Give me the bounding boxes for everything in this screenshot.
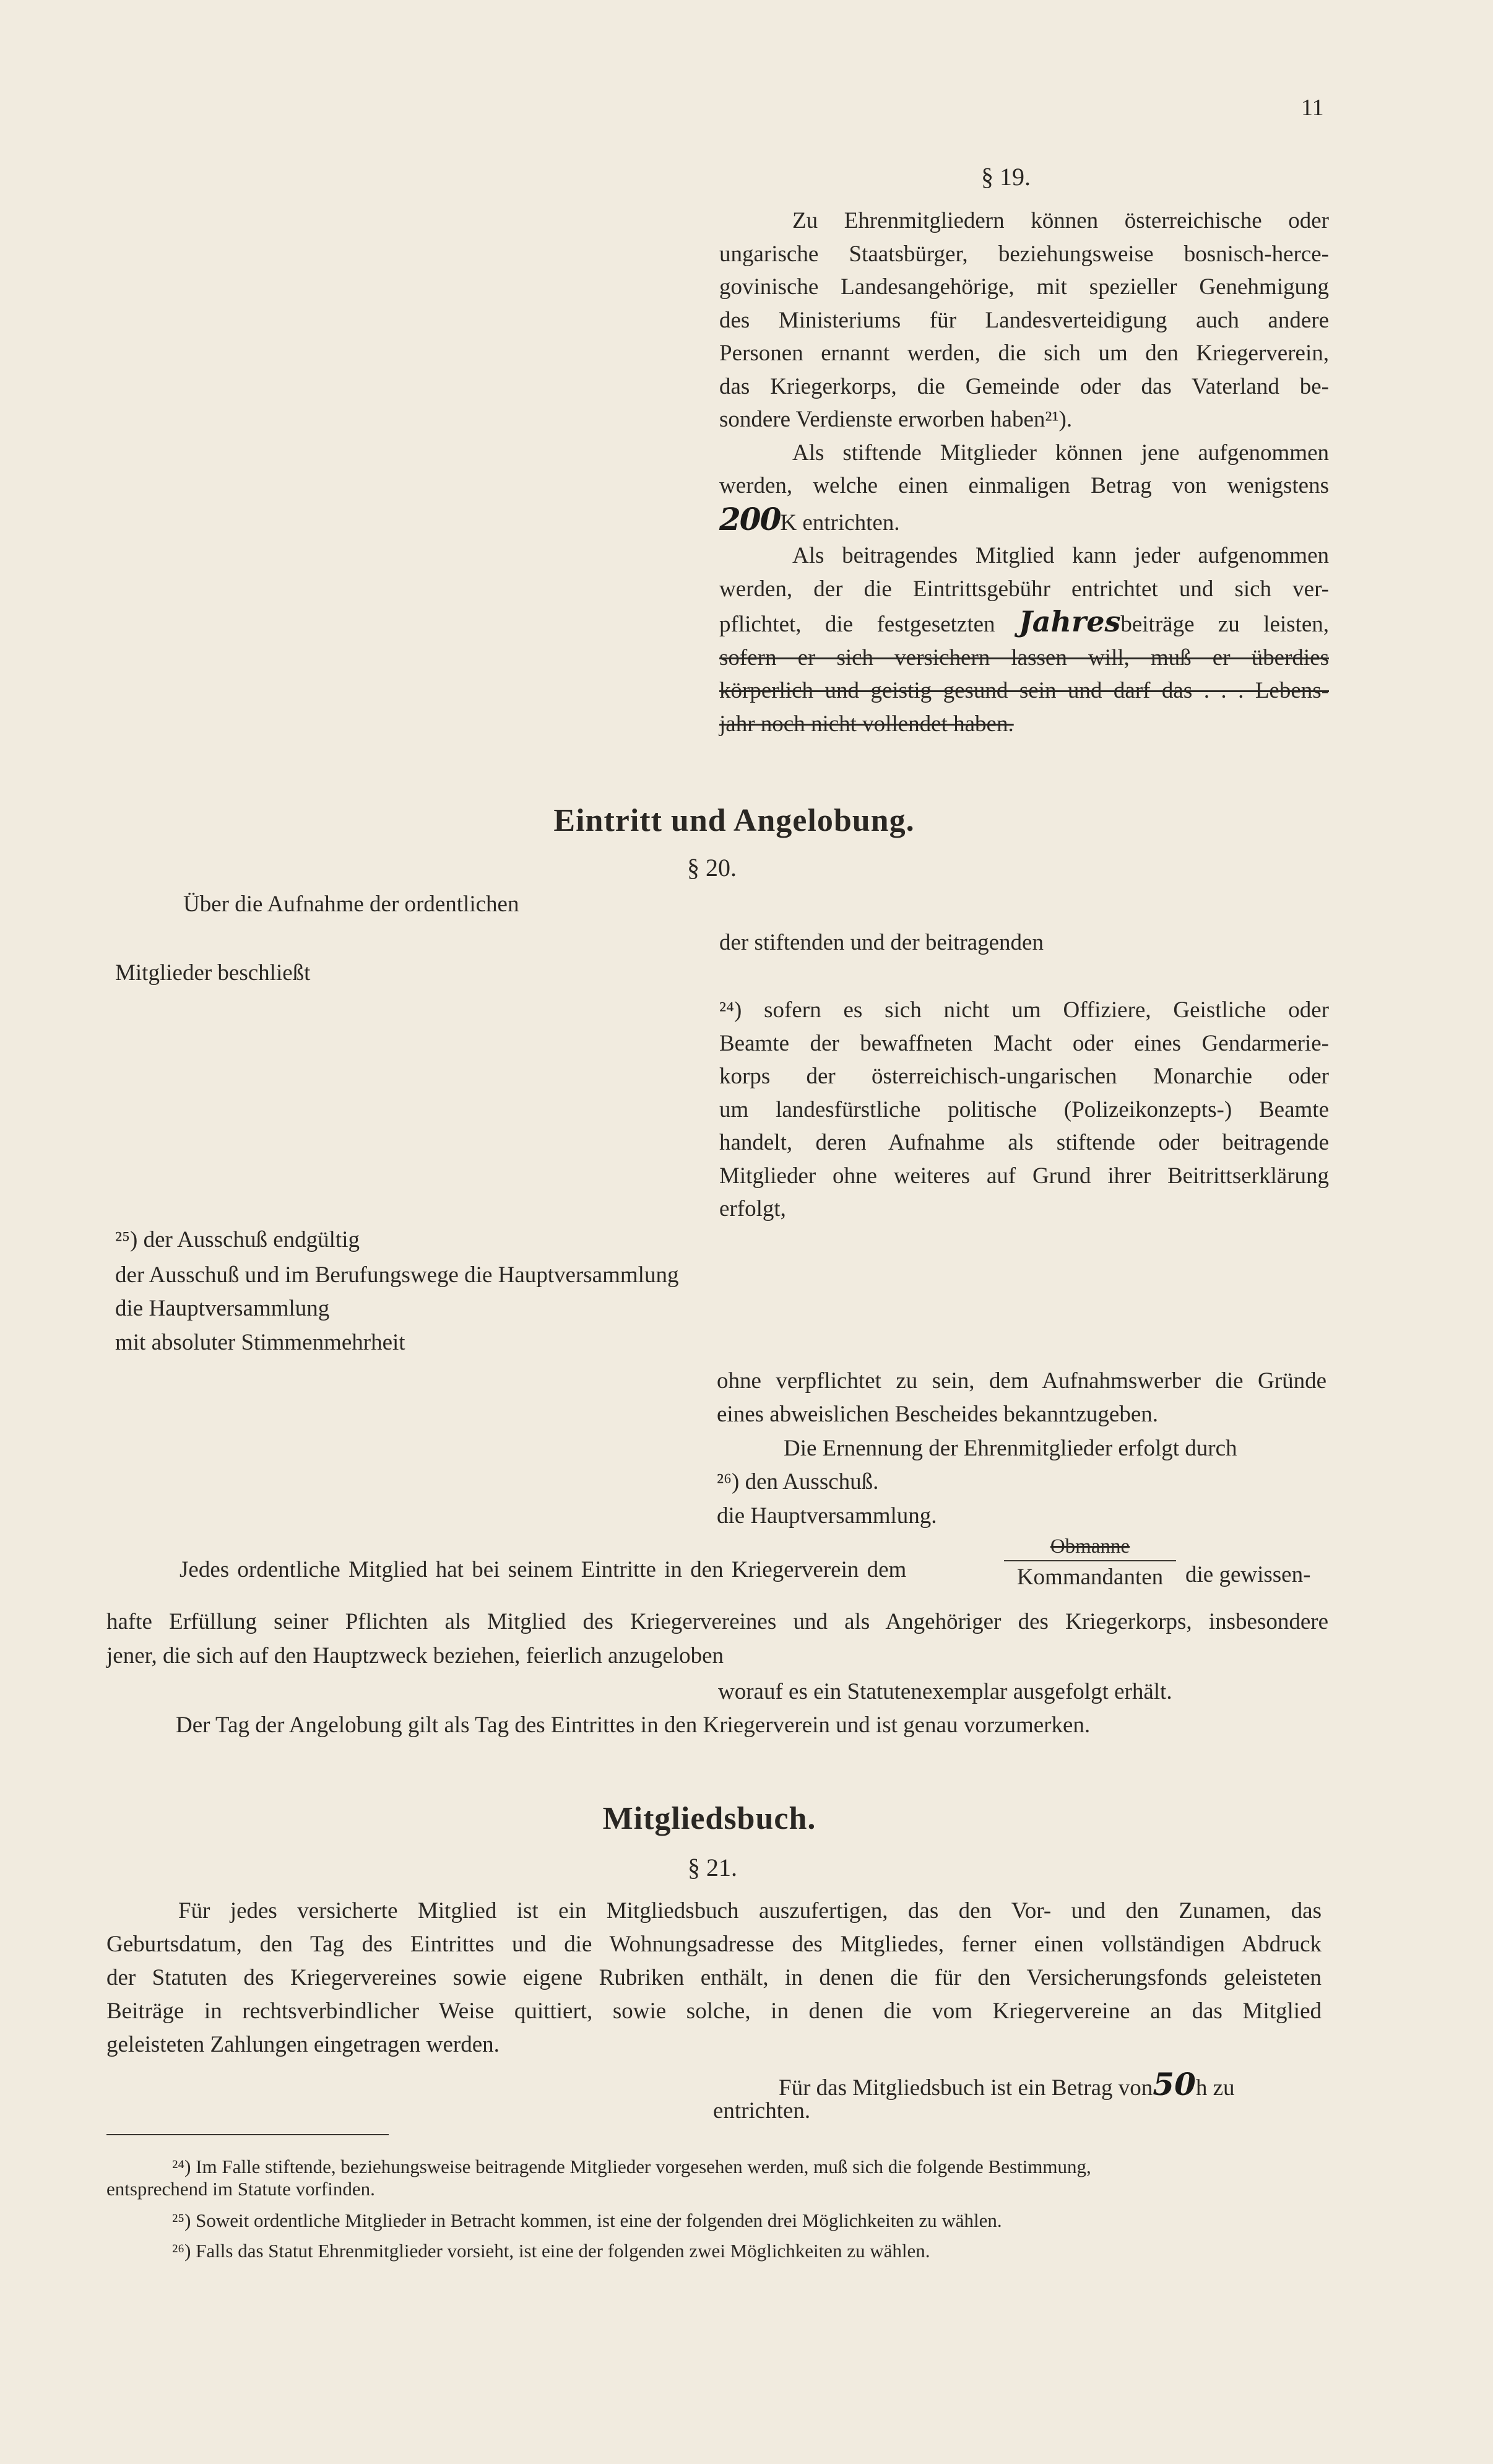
footnote-25: ²⁵) Soweit ordentliche Mitglieder in Betracht kommen, ist eine der folgenden drei Möglichkeiten zu wählen. xyxy=(172,2210,1002,2231)
s21-paragraph xyxy=(106,1894,1322,2062)
struck-text-line: jahr noch nicht vollendet haben. xyxy=(719,711,1014,737)
s19-paragraph-honorary xyxy=(719,204,1329,740)
text-line: um landesfürstliche politische (Polizeikonzepts-) Beamte xyxy=(719,1096,1329,1122)
text-line: das Kriegerkorps, die Gemeinde oder das Vaterland be- xyxy=(719,373,1329,399)
s20-oath-text: Der Tag der Angelobung gilt als Tag des Eintrittes in den Kriegerverein und ist genau vorzumerken. xyxy=(176,1712,1091,1738)
s20-after-text xyxy=(717,1364,1326,1431)
footnote-25-option: ²⁵) der Ausschuß endgültig xyxy=(115,1227,360,1252)
text-line: Für jedes versicherte Mitglied ist ein Mitgliedsbuch auszufertigen, das den Vor- und den Zunamen, das xyxy=(178,1898,1322,1924)
text-line: ungarische Staatsbürger, beziehungsweise bosnisch-herce- xyxy=(719,241,1329,267)
fraction-option: Kommandanten xyxy=(1016,1564,1164,1590)
s20-admission-text: Mitglieder beschließt xyxy=(115,960,311,986)
footnote-26: ²⁶) Falls das Statut Ehrenmitglieder vorsieht, ist eine der folgenden zwei Möglichkeiten zu wählen. xyxy=(172,2240,930,2262)
struck-text-line: sofern er sich versichern lassen will, muß er überdies xyxy=(719,644,1329,670)
s20-oath-text: worauf es ein Statutenexemplar ausgefolgt erhält. xyxy=(718,1679,1172,1704)
text-line: ²⁴) sofern es sich nicht um Offiziere, Geistliche oder xyxy=(719,997,1329,1023)
footnote-25-option: mit absoluter Stimmenmehrheit xyxy=(115,1330,405,1355)
text-line: eines abweislichen Bescheides bekanntzugeben. xyxy=(717,1401,1159,1427)
text-line: Als beitragendes Mitglied kann jeder aufgenommen xyxy=(792,543,1329,568)
text-line: 200K entrichten. xyxy=(719,500,900,537)
footnote-25-option: der Ausschuß und im Berufungswege die Hauptversammlung xyxy=(115,1262,679,1288)
handwritten-amount: 50 xyxy=(1153,2066,1196,2102)
footnote-25-option: die Hauptversammlung xyxy=(115,1296,330,1321)
page-number: 11 xyxy=(1301,95,1324,121)
text-line: jener, die sich auf den Hauptzweck beziehen, feierlich anzugeloben xyxy=(106,1643,724,1668)
text-line: Personen ernannt werden, die sich um den Kriegerverein, xyxy=(719,341,1329,366)
text-line: govinische Landesangehörige, mit spezieller Genehmigung xyxy=(719,274,1329,300)
footnote-divider xyxy=(106,2134,389,2135)
s20-admission-option: der stiftenden und der beitragenden xyxy=(719,930,1044,955)
text-line: pflichtet, die festgesetzten Jahresbeiträge zu leisten, xyxy=(719,605,1330,638)
footnote-24: ²⁴) Im Falle stiftende, beziehungsweise beitragende Mitglieder vorgesehen werden, muß sich die folgende Bestimmung, xyxy=(172,2156,1091,2177)
text-line: der Statuten des Kriegervereines sowie eigene Rubriken enthält, in denen die für den Versicherungsfonds geleisteten xyxy=(106,1965,1322,1990)
section-19-number: § 19. xyxy=(981,163,1031,191)
s21-fee-text: Für das Mitgliedsbuch ist ein Betrag von50h zu xyxy=(779,2066,1235,2102)
footnote-26-option: ²⁶) den Ausschuß. xyxy=(717,1469,879,1494)
text-line: ohne verpflichtet zu sein, dem Aufnahmswerber die Gründe xyxy=(717,1368,1326,1394)
text-line: Mitglieder ohne weiteres auf Grund ihrer Beitrittserklärung xyxy=(719,1163,1329,1189)
text-line: sondere Verdienste erworben haben²¹). xyxy=(719,407,1073,432)
handwritten-word: Jahres xyxy=(1018,605,1121,638)
footnote-26-option: die Hauptversammlung. xyxy=(717,1503,937,1529)
s21-fee-text: entrichten. xyxy=(713,2098,811,2123)
text-line: werden, der die Eintrittsgebühr entrichtet und sich ver- xyxy=(719,576,1329,602)
text-line: korps der österreichisch-ungarischen Monarchie oder xyxy=(719,1064,1329,1089)
text-line: werden, welche einen einmaligen Betrag von wenigstens xyxy=(719,473,1329,498)
text-line: Geburtsdatum, den Tag des Eintrittes und die Wohnungsadresse des Mitgliedes, ferner einen vollständigen Abdruck xyxy=(106,1932,1322,1957)
section-21-number: § 21. xyxy=(688,1854,737,1881)
s20-oath-text: die gewissen- xyxy=(1185,1562,1311,1587)
text-line: des Ministeriums für Landesverteidigung auch andere xyxy=(719,307,1329,333)
heading-mitgliedsbuch: Mitgliedsbuch. xyxy=(602,1801,816,1836)
text-line: Zu Ehrenmitgliedern können österreichische oder xyxy=(792,208,1329,233)
heading-eintritt-angelobung: Eintritt und Angelobung. xyxy=(553,803,915,838)
text-line: Beiträge in rechtsverbindlicher Weise quittiert, sowie solche, in denen die vom Kriegervereine an das Mitglied xyxy=(106,1998,1322,2024)
oath-choice-fraction xyxy=(1004,1534,1176,1591)
text-line: hafte Erfüllung seiner Pflichten als Mitglied des Kriegervereines und als Angehöriger des Kriegerkorps, insbesondere xyxy=(106,1609,1328,1634)
text-line: handelt, deren Aufnahme als stiftende oder beitragende xyxy=(719,1130,1329,1155)
struck-text-line: körperlich und geistig gesund sein und darf das . . . Lebens- xyxy=(719,678,1329,703)
text-line: Beamte der bewaffneten Macht oder eines Gendarmerie- xyxy=(719,1030,1329,1056)
footnote-24-option xyxy=(719,994,1329,1226)
section-20-number: § 20. xyxy=(687,854,737,882)
s20-oath-paragraph xyxy=(106,1605,1328,1673)
s20-oath-text: Jedes ordentliche Mitglied hat bei seinem Eintritte in den Kriegerverein dem xyxy=(180,1557,907,1582)
handwritten-amount: 200 xyxy=(719,500,781,537)
text-line: geleisteten Zahlungen eingetragen werden. xyxy=(106,2032,500,2057)
text-line: erfolgt, xyxy=(719,1196,786,1221)
s20-honorary-text: Die Ernennung der Ehrenmitglieder erfolgt durch xyxy=(784,1436,1237,1461)
text-line: Als stiftende Mitglieder können jene aufgenommen xyxy=(792,440,1329,466)
footnote-24: entsprechend im Statute vorfinden. xyxy=(106,2178,375,2200)
s20-admission-text: Über die Aufnahme der ordentlichen xyxy=(183,891,519,917)
struck-option: Obmanne xyxy=(1050,1535,1130,1558)
fraction-rule xyxy=(1004,1560,1176,1561)
